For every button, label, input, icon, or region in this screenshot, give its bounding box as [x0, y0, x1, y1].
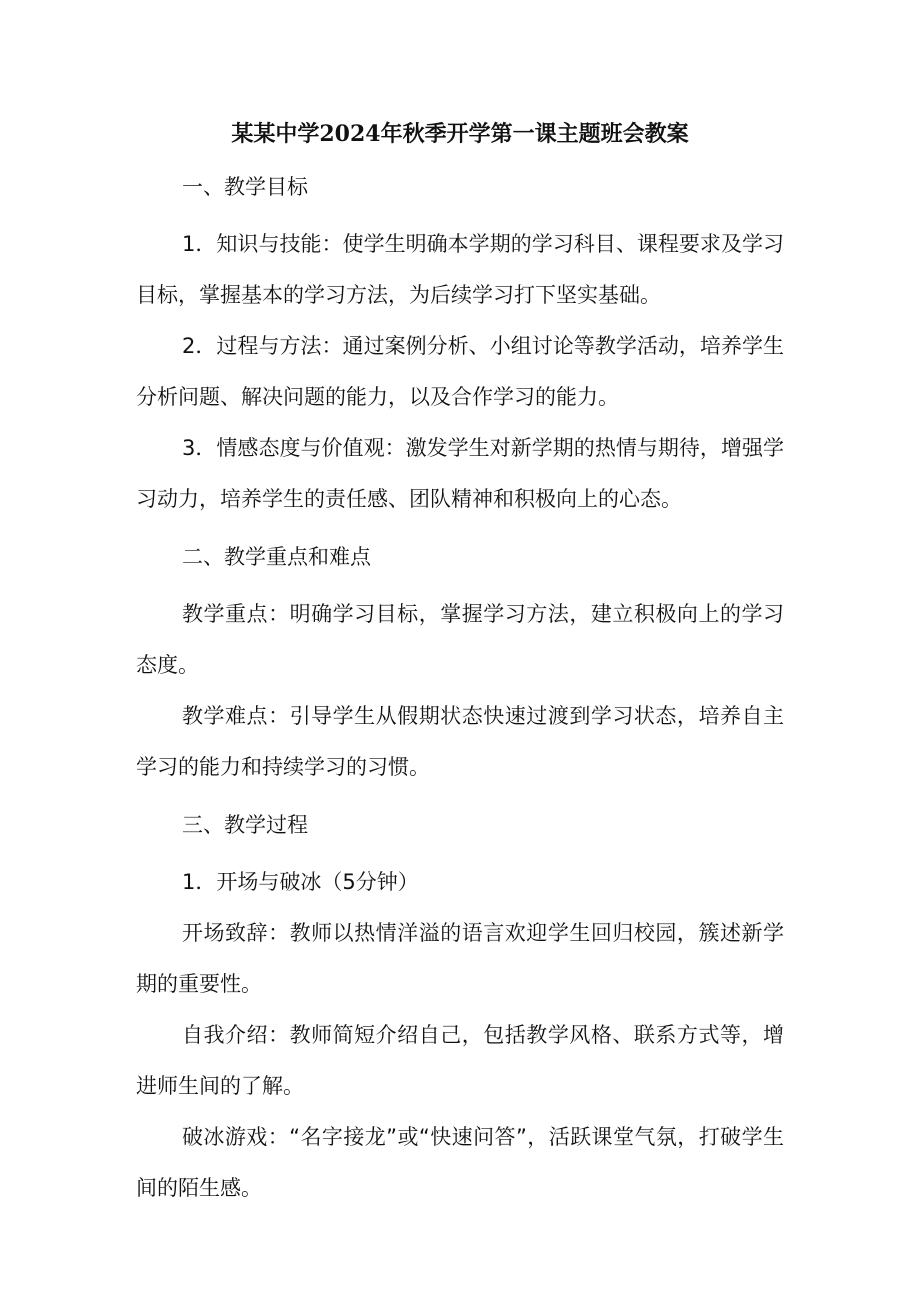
section-heading: 三、教学过程: [182, 813, 308, 837]
paragraph: 教学难点：引导学生从假期状态快速过渡到学习状态，培养自主学习的能力和持续学习的习惯。: [136, 704, 784, 779]
paragraph: 2．过程与方法：通过案例分析、小组讨论等教学活动，培养学生分析问题、解决问题的能力，以及合作学习的能力。: [136, 334, 784, 409]
paragraph: 1．知识与技能：使学生明确本学期的学习科目、课程要求及学习目标，掌握基本的学习方法，为后续学习打下坚实基础。: [136, 232, 784, 307]
paragraph: 破冰游戏：“名字接龙”或“快速问答”，活跃课堂气氛，打破学生间的陌生感。: [136, 1125, 784, 1200]
paragraph: 自我介绍：教师简短介绍自己，包括教学风格、联系方式等，增进师生间的了解。: [136, 1023, 784, 1098]
subsection-heading: 1．开场与破冰（5分钟）: [182, 870, 419, 894]
section-teaching-goals: [136, 168, 784, 525]
paragraph: 教学重点：明确学习目标，掌握学习方法，建立积极向上的学习态度。: [136, 602, 784, 677]
paragraph: 开场致辞：教师以热情洋溢的语言欢迎学生回归校园，簇述新学期的重要性。: [136, 921, 784, 996]
paragraph: 3．情感态度与价值观：激发学生对新学期的热情与期待，增强学习动力，培养学生的责任感、团队精神和积极向上的心态。: [136, 436, 784, 511]
section-heading: 二、教学重点和难点: [182, 545, 371, 569]
section-teaching-process: [136, 806, 784, 1214]
document-title: 某某中学2024年秋季开学第一课主题班会教案: [231, 121, 689, 147]
document-body: [136, 168, 784, 1214]
section-heading: 一、教学目标: [182, 175, 308, 199]
section-key-points: [136, 538, 784, 793]
